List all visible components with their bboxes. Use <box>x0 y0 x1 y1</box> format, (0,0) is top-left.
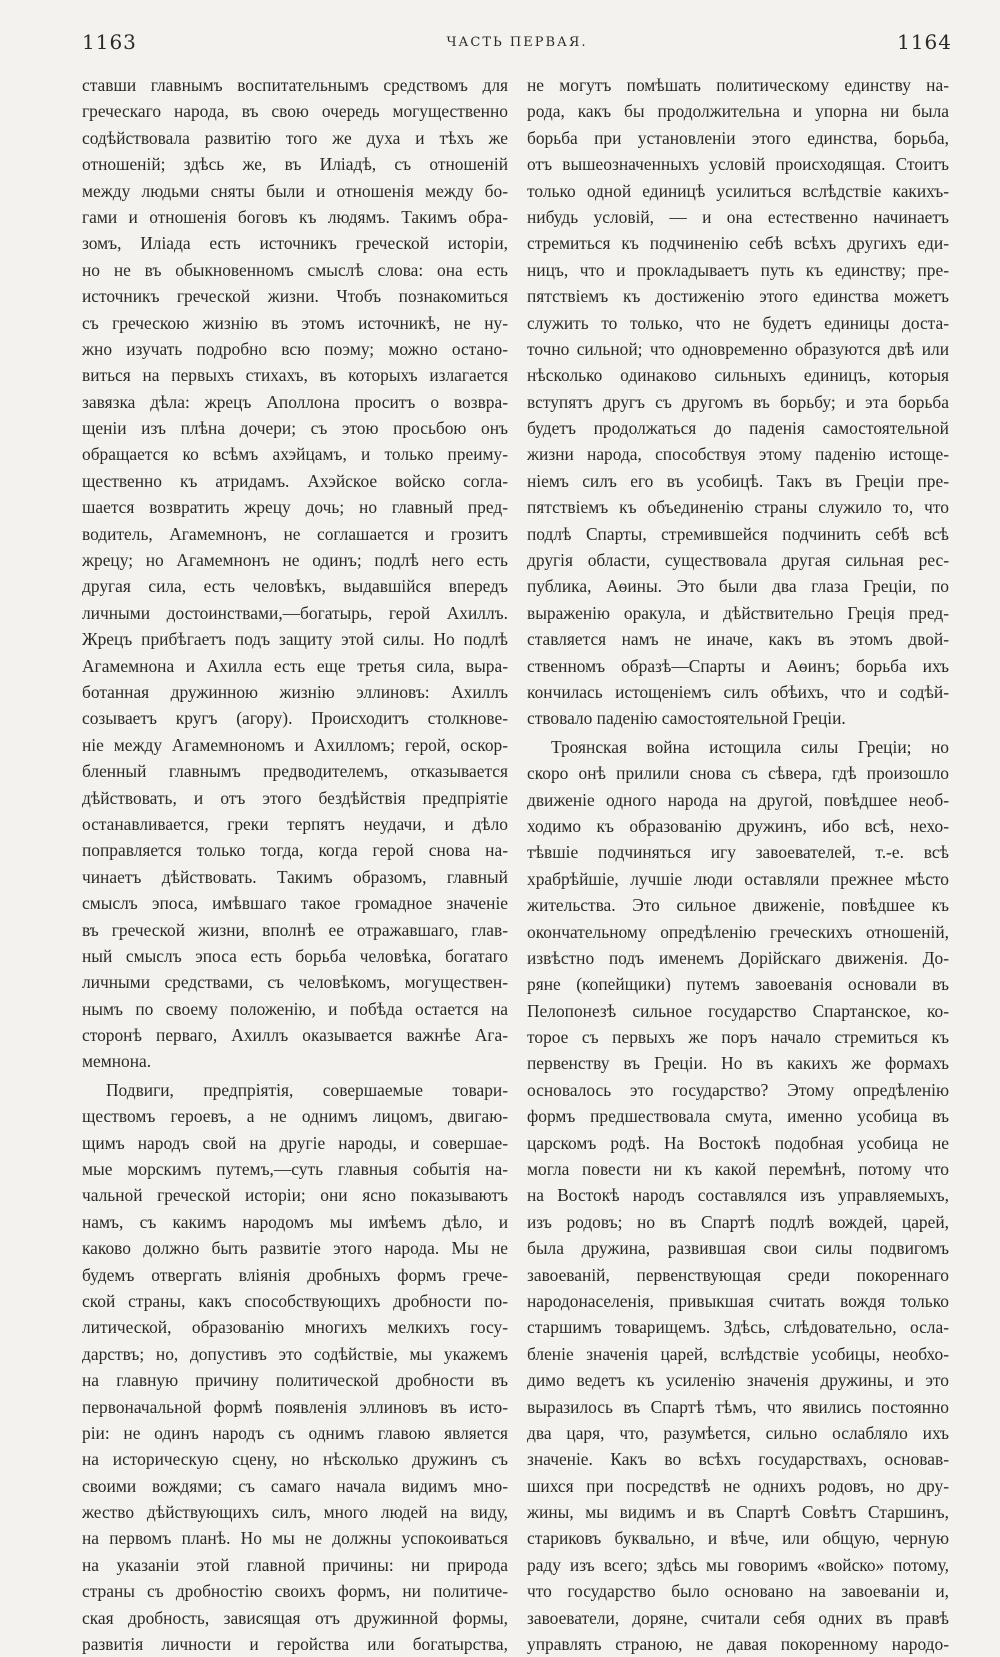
text-line: щимъ народъ свой на другіе народы, и совершае- <box>82 1132 508 1153</box>
text-line: движеніе одного народа на другой, повѣдшее необ- <box>527 789 949 810</box>
text-line: личными достоинствами,—богатырь, герой Ахиллъ. <box>82 602 508 623</box>
text-line: тѣвшіе подчиняться игу завоевателей, т.-е. всѣ <box>527 842 949 863</box>
left-text-column <box>82 72 508 1657</box>
text-line: жество дѣйствующихъ силъ, много людей на виду, <box>82 1502 508 1523</box>
text-line: выразилось въ Спартѣ тѣмъ, что явились постоянно <box>527 1396 949 1417</box>
text-line: будетъ продолжаться до паденія самостоятельной <box>527 418 949 439</box>
text-line: извѣстно подъ именемъ Дорійскаго движенія. До- <box>527 947 949 968</box>
text-line: жизни народа, способствуя этому паденію истоще- <box>527 444 949 465</box>
text-line: источникъ греческой жизни. Чтобъ познакомиться <box>82 286 508 307</box>
text-line: шается возвратить жрецу дочь; но главный пред- <box>82 497 508 518</box>
text-line: ходимо къ образованію дружинъ, ибо всѣ, нехо- <box>527 815 949 836</box>
text-line: гами и отношенія боговъ къ людямъ. Такимъ обра- <box>82 206 508 227</box>
text-line: личными средствами, съ человѣкомъ, могуществен- <box>82 972 508 993</box>
text-line: ская дробность, зависящая отъ дружинной формы, <box>82 1607 508 1628</box>
text-line: жно изучать подробно всю поэму; можно остано- <box>82 338 508 359</box>
text-line: ніе между Агамемнономъ и Ахилломъ; герой, оскор- <box>82 734 508 755</box>
text-line: страны съ дробностію своихъ формъ, ни политиче- <box>82 1581 508 1602</box>
text-line: жительства. Это сильное движеніе, повѣдшее къ <box>527 895 949 916</box>
text-line: бленіе значенія царей, вслѣдствіе усобицы, необхо- <box>527 1343 949 1364</box>
text-line: на историческую сцену, но нѣсколько дружинъ съ <box>82 1449 508 1470</box>
text-line: щественно къ атридамъ. Ахэйское войско согла- <box>82 470 508 491</box>
text-line: основалось это государство? Этому опредѣленію <box>527 1079 949 1100</box>
text-line: греческаго народа, въ свою очередь могущественно <box>82 101 508 122</box>
text-line: на первомъ планѣ. Но мы не должны успокоиваться <box>82 1528 508 1549</box>
text-line: ствовало паденію самостоятельной Греціи. <box>527 708 846 729</box>
text-line: ный смыслъ эпоса есть борьба человѣка, богатаго <box>82 945 508 966</box>
text-line: пятствіемъ къ объединенію страны служило то, что <box>527 497 949 518</box>
text-line: первенству въ Греціи. Но въ какихъ же формахъ <box>527 1053 949 1074</box>
text-line: Агамемнона и Ахилла есть еще третья сила, выра- <box>82 655 508 676</box>
text-line: только одной единицѣ усилиться вслѣдствіе какихъ- <box>527 180 949 201</box>
text-line: публика, Аѳины. Это были два глаза Греціи, по <box>527 576 949 597</box>
text-line: ряне (копейщики) путемъ завоеванія основали въ <box>527 974 949 995</box>
text-line: нибудь условій, — и она естественно начинаетъ <box>527 206 949 227</box>
text-line: Подвиги, предпріятія, совершаемые товари- <box>106 1079 508 1100</box>
text-line: между людьми сняты были и отношенія между бо- <box>82 180 508 201</box>
text-line: ставши главнымъ воспитательнымъ средствомъ для <box>82 75 508 95</box>
text-line: два царя, что, разумѣется, сильно ослабляло ихъ <box>527 1422 949 1443</box>
text-line: мые морскимъ путемъ,—суть главныя событія на- <box>82 1159 508 1180</box>
text-line: первоначальной формѣ появленія эллиновъ въ исто- <box>82 1396 508 1417</box>
text-line: на Востокѣ народъ составлялся изъ управляемыхъ, <box>527 1185 949 1206</box>
text-line: Троянская война истощила силы Греціи; но <box>551 736 949 757</box>
text-line: точно сильной; что одновременно образуются двѣ или <box>527 338 949 359</box>
text-line: шихся при посредствѣ не однихъ родовъ, но дру- <box>527 1475 949 1496</box>
text-line: завоеватели, доряне, считали себя одних въ правѣ <box>527 1607 949 1628</box>
text-line: своими вождями; съ самаго начала видимъ мно- <box>82 1475 508 1496</box>
text-line: будемъ отвергать вліянія дробныхъ формъ грече- <box>82 1264 508 1285</box>
text-line: водитель, Агамемнонъ, не соглашается и грозитъ <box>82 523 508 544</box>
text-line: ніемъ силъ его въ усобицѣ. Такъ въ Греціи пре- <box>527 470 949 491</box>
text-line: смыслъ эпоса, имѣвшаго такое громадное значеніе <box>82 893 508 914</box>
text-line: на указаніи этой главной причины: ни природа <box>82 1554 508 1575</box>
text-line: щеніи изъ плѣна дочери; съ этою просьбою онъ <box>82 418 508 439</box>
right-text-column <box>527 72 949 1657</box>
text-line: сторонѣ перваго, Ахиллъ оказывается важнѣе Ага- <box>82 1025 508 1046</box>
text-line: борьба при установленіи этого единства, борьба, <box>527 127 949 148</box>
text-line: съ греческою жизнію въ этомъ источникѣ, не ну- <box>82 312 508 333</box>
text-line: пятствіемъ къ достиженію этого единства можетъ <box>527 286 949 307</box>
text-line: скоро онѣ прилили снова съ сѣвера, гдѣ произошло <box>527 763 949 784</box>
text-line: кончилась истощеніемъ силъ обѣихъ, что и содѣй- <box>527 681 949 702</box>
text-line: останавливается, греки терпятъ неудачи, и дѣло <box>82 813 508 834</box>
text-line: литической, образованію многихъ мелкихъ госу- <box>82 1317 508 1338</box>
text-line: Жрецъ прибѣгаетъ подъ защиту этой силы. Но подлѣ <box>82 629 508 650</box>
text-line: каково должно быть развитіе этого народа. Мы не <box>82 1238 508 1259</box>
text-line: жины, мы видимъ и въ Спартѣ Совѣтъ Старшинъ, <box>527 1502 949 1523</box>
text-line: завоеваній, первенствующая среди покореннаго <box>527 1264 949 1285</box>
page-number-right: 1164 <box>897 30 952 54</box>
text-line: развитія личности и геройства или богатырства, <box>82 1634 508 1655</box>
text-line: окончательному опредѣленію греческихъ отношеній, <box>527 921 949 942</box>
text-line: не могутъ помѣшать политическому единству на- <box>527 75 949 95</box>
page-header <box>82 30 952 66</box>
text-line: обращается ко всѣмъ ахэйцамъ, и только преиму- <box>82 444 508 465</box>
text-line: чальной греческой исторіи; они ясно показываютъ <box>82 1185 508 1206</box>
text-line: стариковъ буквально, и вѣче, или общую, черную <box>527 1528 949 1549</box>
page-number-left: 1163 <box>82 30 137 54</box>
text-line: ской страны, какъ способствующихъ дробности по- <box>82 1290 508 1311</box>
text-line: служить то только, что не будетъ единицы доста- <box>527 312 949 333</box>
text-line: ществомъ героевъ, а не однимъ лицомъ, двигаю- <box>82 1106 508 1127</box>
text-line: Пелопонезѣ сильное государство Спартанское, ко- <box>527 1000 949 1021</box>
text-line: отъ вышеозначенныхъ условій происходящая. Стоитъ <box>527 154 949 175</box>
text-line: другая сила, есть человѣкъ, выдавшійся впередъ <box>82 576 508 597</box>
text-line: нымъ по своему положенію, и побѣда остается на <box>82 998 508 1019</box>
text-line: стремиться къ подчиненію себѣ всѣхъ другихъ еди- <box>527 233 949 254</box>
text-line: дарствъ; но, допустивъ это содѣйствіе, мы укажемъ <box>82 1343 508 1364</box>
text-line: бленный главнымъ предводителемъ, отказывается <box>82 761 508 782</box>
text-line: виться на первыхъ стихахъ, въ которыхъ излагается <box>82 365 508 386</box>
text-line: другія области, существовала другая сильная рес- <box>527 550 949 571</box>
text-line: димо ведетъ къ усиленію значенія дружины, и это <box>527 1370 949 1391</box>
text-line: формъ предшествовала смута, именно усобица въ <box>527 1106 949 1127</box>
text-line: что государство было основано на завоеваніи и, <box>527 1581 949 1602</box>
text-line: на главную причину политической дробности въ <box>82 1370 508 1391</box>
text-line: въ греческой жизни, вполнѣ ее отражавшаго, глав- <box>82 919 508 940</box>
text-line: жрецу; но Агамемнонъ не одинъ; подлѣ него есть <box>82 550 508 571</box>
text-line: царскомъ родѣ. На Востокѣ подобная усобица не <box>527 1132 949 1153</box>
text-line: отношеній; здѣсь же, въ Иліадѣ, съ отношеній <box>82 154 508 175</box>
text-line: торое съ первыхъ же поръ начало стремиться къ <box>527 1027 949 1048</box>
text-line: завязка дѣла: жрецъ Аполлона проситъ о возвра- <box>82 391 508 412</box>
running-title: ЧАСТЬ ПЕРВАЯ. <box>446 35 588 50</box>
text-line: старшимъ товарищемъ. Здѣсь, слѣдовательно, осла- <box>527 1317 949 1338</box>
text-line: вступятъ другъ съ другомъ въ борьбу; и эта борьба <box>527 391 949 412</box>
text-line: ственномъ образѣ—Спарты и Аѳинъ; борьба ихъ <box>527 655 949 676</box>
text-line: управлять страною, не давая покоренному народо- <box>527 1634 949 1655</box>
text-line: раду изъ всего; здѣсь мы говоримъ «войско» потому, <box>527 1554 949 1575</box>
text-line: зомъ, Иліада есть источникъ греческой исторіи, <box>82 233 508 254</box>
text-line: дѣйствовать, и отъ этого бездѣйствія предпріятіе <box>82 787 508 808</box>
text-line: была дружина, развившая свои силы подвигомъ <box>527 1238 949 1259</box>
text-line: значеніе. Какъ во всѣхъ государствахъ, основав- <box>527 1449 949 1470</box>
text-line: созываетъ кругъ (агору). Происходитъ столкнове- <box>82 708 508 729</box>
text-line: намъ, съ какимъ народомъ мы имѣемъ дѣло, и <box>82 1211 508 1232</box>
text-line: чинаетъ дѣйствовать. Такимъ образомъ, главный <box>82 866 508 887</box>
text-line: но не въ обыкновенномъ смыслѣ слова: она есть <box>82 259 508 280</box>
text-line: храбрѣйшіе, лучшіе люди оставляли прежнее мѣсто <box>527 868 949 889</box>
text-line: поправляется только тогда, когда герой снова на- <box>82 840 508 861</box>
text-line: могла повести ни къ какой перемѣнѣ, потому что <box>527 1159 949 1180</box>
text-line: ріи: не одинъ народъ съ однимъ главою является <box>82 1422 508 1443</box>
text-line: ботанная дружинною жизнію эллиновъ: Ахиллъ <box>82 681 508 702</box>
text-line: мемнона. <box>82 1051 152 1072</box>
text-line: нѣсколько одинаково сильныхъ единицъ, которыя <box>527 365 949 386</box>
text-line: ницъ, что и прокладываетъ путь къ единству; пре- <box>527 259 949 280</box>
text-line: подлѣ Спарты, стремившейся подчинить себѣ всѣ <box>527 523 949 544</box>
text-line: народонаселенія, привыкшая считать вождя только <box>527 1290 949 1311</box>
text-line: рода, какъ бы продолжительна и упорна ни была <box>527 101 949 122</box>
text-line: ставляется намъ не иначе, какъ въ этомъ двой- <box>527 629 949 650</box>
text-line: изъ родовъ; но въ Спартѣ подлѣ вождей, царей, <box>527 1211 949 1232</box>
text-line: выраженію оракула, и дѣйствительно Греція пред- <box>527 602 949 623</box>
text-line: содѣйствовала развитію того же духа и тѣхъ же <box>82 127 508 148</box>
